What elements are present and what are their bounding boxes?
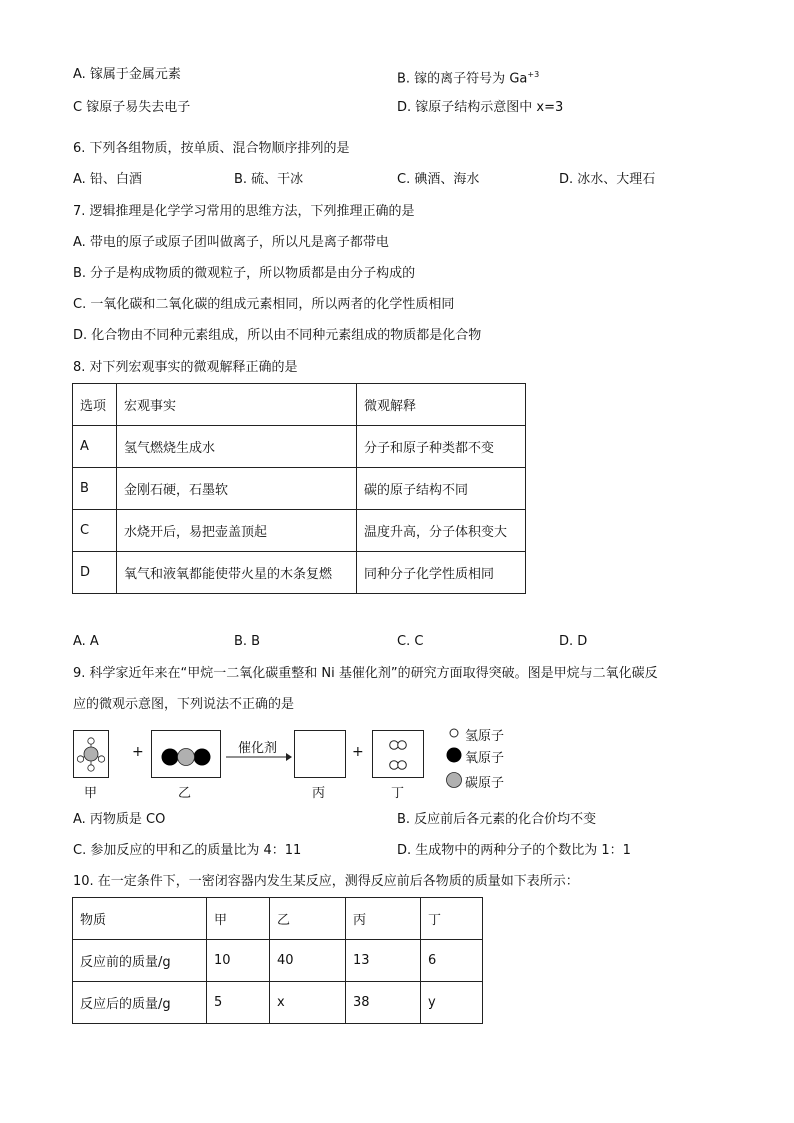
table-cell: y [421, 982, 483, 1024]
carbon-dioxide-molecule-icon [152, 731, 220, 777]
table-cell: 氧气和液氧都能使带火星的木条复燃 [117, 552, 357, 594]
q10-header-cell: 丁 [421, 898, 483, 940]
q8-table [72, 383, 526, 594]
table-cell: 反应后的质量/g [73, 982, 207, 1024]
oxygen-atom-icon [447, 748, 462, 763]
q9-option-c: C. 参加反应的甲和乙的质量比为 4：11 [73, 843, 302, 858]
hydrogen-atom-icon [390, 761, 399, 770]
q7-option-b: B. 分子是构成物质的微观粒子，所以物质都是由分子构成的 [73, 266, 416, 281]
q8-answer-a: A. A [73, 634, 99, 649]
reaction-arrow-icon [226, 752, 292, 762]
table-cell: A [73, 426, 117, 468]
q6-option-b: B. 硫、干冰 [234, 172, 304, 187]
table-cell: 5 [207, 982, 270, 1024]
q7-option-c: C. 一氧化碳和二氧化碳的组成元素相同，所以两者的化学性质相同 [73, 297, 455, 312]
hydrogen-atom-icon [77, 756, 83, 762]
table-cell: 反应前的质量/g [73, 940, 207, 982]
q10-header-cell: 甲 [207, 898, 270, 940]
hydrogen-atom-icon [450, 729, 458, 737]
table-row [73, 552, 526, 594]
q5-option-b [397, 67, 539, 87]
table-row [73, 982, 483, 1024]
carbon-atom-icon [84, 747, 98, 761]
q9-option-b: B. 反应前后各元素的化合价均不变 [397, 812, 597, 827]
q5-option-d: D. 镓原子结构示意图中 x=3 [397, 100, 564, 115]
q5-option-b-sup: +3 [527, 70, 540, 79]
q8-table-header-row [73, 384, 526, 426]
q5-option-a: A. 镓属于金属元素 [73, 67, 181, 82]
table-cell: 40 [270, 940, 346, 982]
q8-header-cell: 宏观事实 [117, 384, 357, 426]
table-cell: 6 [421, 940, 483, 982]
table-cell: 碳的原子结构不同 [357, 468, 526, 510]
carbon-atom-icon [447, 773, 462, 788]
methane-molecule-icon [74, 731, 108, 777]
table-cell: 同种分子化学性质相同 [357, 552, 526, 594]
q10-table [72, 897, 483, 1024]
table-cell: 10 [207, 940, 270, 982]
label-jia: 甲 [84, 786, 98, 801]
q8-header-cell: 微观解释 [357, 384, 526, 426]
table-row [73, 426, 526, 468]
label-ding: 丁 [391, 786, 405, 801]
q7-option-d: D. 化合物由不同种元素组成，所以由不同种元素组成的物质都是化合物 [73, 328, 482, 343]
hydrogen-molecule-icon [373, 731, 423, 777]
table-row [73, 940, 483, 982]
table-cell: 金刚石硬，石墨软 [117, 468, 357, 510]
q8-header-cell: 选项 [73, 384, 117, 426]
q6-option-c: C. 碘酒、海水 [397, 172, 480, 187]
q9-option-a: A. 丙物质是 CO [73, 812, 166, 827]
q8-stem: 8. 对下列宏观事实的微观解释正确的是 [73, 360, 298, 375]
legend-carbon: 碳原子 [465, 776, 505, 791]
table-cell: C [73, 510, 117, 552]
plus-sign-1: + [132, 744, 144, 760]
q10-table-header-row [73, 898, 483, 940]
q6-stem: 6. 下列各组物质，按单质、混合物顺序排列的是 [73, 141, 350, 156]
table-cell: 38 [346, 982, 421, 1024]
q9-stem-line2: 应的微观示意图，下列说法不正确的是 [73, 697, 295, 712]
hydrogen-atom-icon [398, 761, 407, 770]
table-cell: 氢气燃烧生成水 [117, 426, 357, 468]
q10-header-cell: 乙 [270, 898, 346, 940]
table-cell: 水烧开后，易把壶盖顶起 [117, 510, 357, 552]
q10-stem: 10. 在一定条件下，一密闭容器内发生某反应，测得反应前后各物质的质量如下表所示： [73, 874, 579, 889]
carbon-atom-icon [178, 749, 195, 766]
q5-option-c: C 镓原子易失去电子 [73, 100, 191, 115]
q8-answer-b: B. B [234, 634, 261, 649]
hydrogen-box [372, 730, 424, 778]
table-cell: 分子和原子种类都不变 [357, 426, 526, 468]
label-yi: 乙 [178, 786, 192, 801]
hydrogen-atom-icon [98, 756, 104, 762]
table-cell: B [73, 468, 117, 510]
table-cell: 13 [346, 940, 421, 982]
hydrogen-atom-icon [88, 738, 94, 744]
table-row [73, 468, 526, 510]
hydrogen-atom-icon [88, 765, 94, 771]
product-c-box [294, 730, 346, 778]
q8-answer-d: D. D [559, 634, 588, 649]
table-cell: x [270, 982, 346, 1024]
catalyst-label: 催化剂 [238, 741, 278, 756]
table-cell: 温度升高，分子体积变大 [357, 510, 526, 552]
methane-box [73, 730, 109, 778]
hydrogen-atom-icon [390, 741, 399, 750]
q8-answer-c: C. C [397, 634, 424, 649]
legend-icons [446, 725, 464, 791]
q6-option-a: A. 铅、白酒 [73, 172, 142, 187]
q7-stem: 7. 逻辑推理是化学学习常用的思维方法，下列推理正确的是 [73, 204, 415, 219]
table-row [73, 510, 526, 552]
oxygen-atom-icon [194, 749, 211, 766]
plus-sign-2: + [352, 744, 364, 760]
carbon-dioxide-box [151, 730, 221, 778]
hydrogen-atom-icon [398, 741, 407, 750]
q6-option-d: D. 冰水、大理石 [559, 172, 656, 187]
table-cell: D [73, 552, 117, 594]
oxygen-atom-icon [162, 749, 179, 766]
q5-option-b-text: B. 镓的离子符号为 Ga [397, 71, 528, 87]
legend-hydrogen: 氢原子 [465, 729, 505, 744]
q10-header-cell: 丙 [346, 898, 421, 940]
q7-option-a: A. 带电的原子或原子团叫做离子，所以凡是离子都带电 [73, 235, 389, 250]
q9-option-d: D. 生成物中的两种分子的个数比为 1：1 [397, 843, 631, 858]
label-bing: 丙 [312, 786, 326, 801]
q9-stem-line1: 9. 科学家近年来在“甲烷一二氧化碳重整和 Ni 基催化剂”的研究方面取得突破。图是甲烷与二氧化碳反 [73, 666, 658, 681]
q10-header-cell: 物质 [73, 898, 207, 940]
legend-oxygen: 氧原子 [465, 751, 505, 766]
